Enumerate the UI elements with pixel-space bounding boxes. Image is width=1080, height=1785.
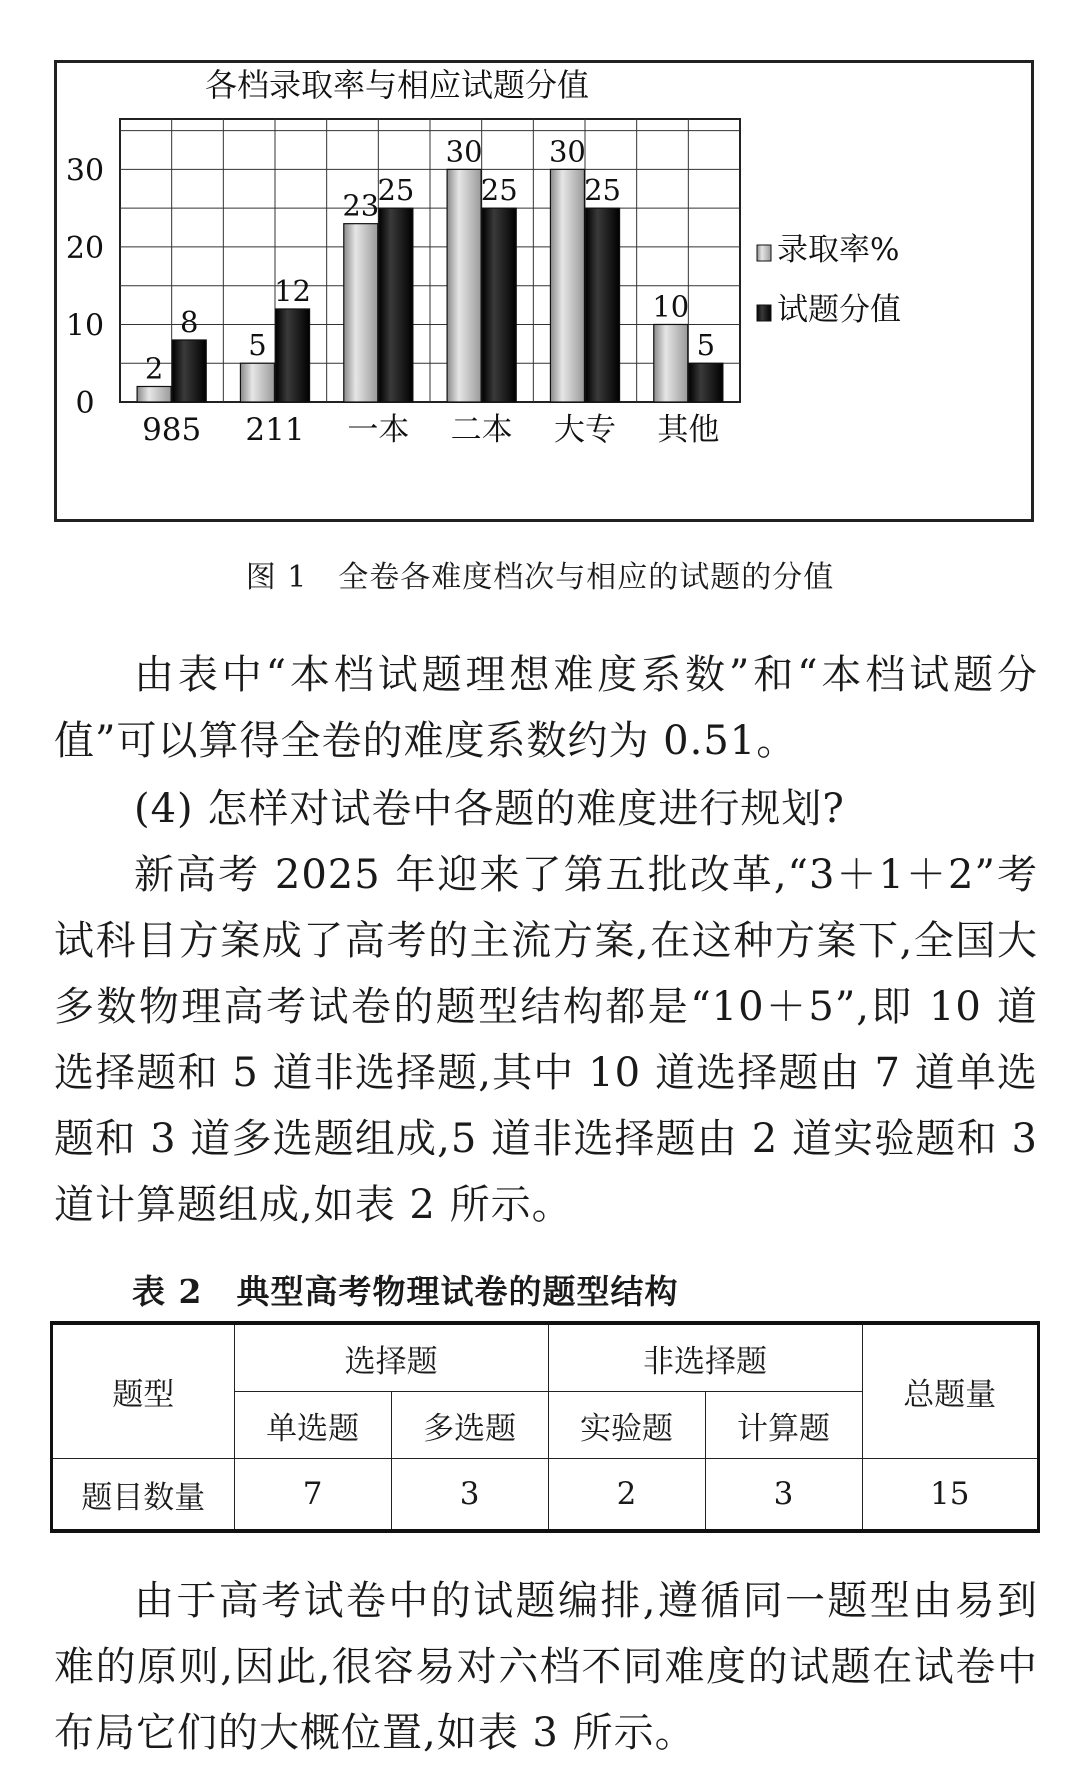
x-tick-label: 一本 xyxy=(347,412,410,448)
paragraph-difficulty-coefficient: 由表中“本档试题理想难度系数”和“本档试题分值”可以算得全卷的难度系数约为 0.51。 xyxy=(54,652,1038,764)
legend-swatch xyxy=(757,245,771,261)
header-calculation: 计算题 xyxy=(705,1392,862,1459)
header-nonchoice-group: 非选择题 xyxy=(548,1323,862,1392)
y-tick-label: 0 xyxy=(75,386,95,421)
bar-admission-rate xyxy=(240,363,274,402)
bar-admission-rate xyxy=(447,169,481,402)
bar-chart xyxy=(57,63,1031,519)
header-experiment: 实验题 xyxy=(548,1392,705,1459)
bar-admission-rate xyxy=(344,224,378,402)
bar-question-score xyxy=(172,340,206,402)
bar-data-label: 5 xyxy=(696,328,716,363)
cell-total-count: 15 xyxy=(862,1459,1039,1532)
cell-calculation-count: 3 xyxy=(705,1459,862,1532)
figure-1-chart-frame xyxy=(54,60,1034,522)
paragraph-question-4: (4) 怎样对试卷中各题的难度进行规划? xyxy=(134,786,845,832)
header-multi-choice: 多选题 xyxy=(391,1392,548,1459)
x-tick-label: 大专 xyxy=(554,412,616,448)
bar-data-label: 30 xyxy=(445,134,483,169)
bar-data-label: 25 xyxy=(584,173,622,208)
bar-data-label: 25 xyxy=(377,173,415,208)
header-choice-group: 选择题 xyxy=(234,1323,548,1392)
row-label-count: 题目数量 xyxy=(52,1459,235,1532)
bar-data-label: 10 xyxy=(652,289,690,324)
table-2-title: 表 2 典型高考物理试卷的题型结构 xyxy=(132,1272,679,1311)
cell-multi-count: 3 xyxy=(391,1459,548,1532)
bar-data-label: 25 xyxy=(480,173,518,208)
bar-data-label: 30 xyxy=(548,134,586,169)
y-tick-label: 10 xyxy=(65,308,105,344)
header-total: 总题量 xyxy=(862,1323,1039,1459)
bar-question-score xyxy=(482,208,516,402)
bar-data-label: 12 xyxy=(274,273,312,308)
bar-question-score xyxy=(586,208,620,402)
x-tick-label: 二本 xyxy=(450,412,513,448)
paragraph-exam-structure: 新高考 2025 年迎来了第五批改革,“3＋1＋2”考试科目方案成了高考的主流方案,在这种方案下,全国大多数物理高考试卷的题型结构都是“10＋5”,即 10 道选择题和 5 道非选择题,其中 10 道选择题由 7 道单选题和 3 道多选题组成,5 道非选择题由 2 道实验题和 3 道计算题组成,如表 2 所示。 xyxy=(54,852,1038,1228)
bar-question-score xyxy=(379,208,413,402)
bar-data-label: 2 xyxy=(144,351,164,386)
bar-question-score xyxy=(689,363,723,402)
y-tick-label: 30 xyxy=(65,153,105,189)
bar-data-label: 8 xyxy=(180,304,199,339)
legend-label: 试题分值 xyxy=(777,292,901,328)
bar-admission-rate xyxy=(137,386,171,402)
legend-label: 录取率% xyxy=(777,232,900,268)
header-single-choice: 单选题 xyxy=(234,1392,391,1459)
bar-data-label: 23 xyxy=(342,188,380,223)
cell-experiment-count: 2 xyxy=(548,1459,705,1532)
figure-caption: 图 1 全卷各难度档次与相应的试题的分值 xyxy=(245,560,835,595)
x-tick-label: 其他 xyxy=(657,412,720,448)
cell-single-count: 7 xyxy=(234,1459,391,1532)
header-question-type: 题型 xyxy=(52,1323,235,1459)
bar-admission-rate xyxy=(550,169,584,402)
bar-data-label: 5 xyxy=(248,328,267,363)
y-tick-label: 20 xyxy=(65,230,105,266)
bar-question-score xyxy=(276,309,310,402)
paragraph-layout-principle: 由于高考试卷中的试题编排,遵循同一题型由易到难的原则,因此,很容易对六档不同难度的试题在试卷中布局它们的大概位置,如表 3 所示。 xyxy=(54,1578,1038,1756)
x-tick-label: 211 xyxy=(245,412,305,448)
chart-title: 各档录取率与相应试题分值 xyxy=(204,66,590,104)
bar-admission-rate xyxy=(654,324,688,402)
legend-swatch xyxy=(757,305,771,321)
table-2-question-structure xyxy=(50,1321,1040,1533)
x-tick-label: 985 xyxy=(142,412,202,448)
